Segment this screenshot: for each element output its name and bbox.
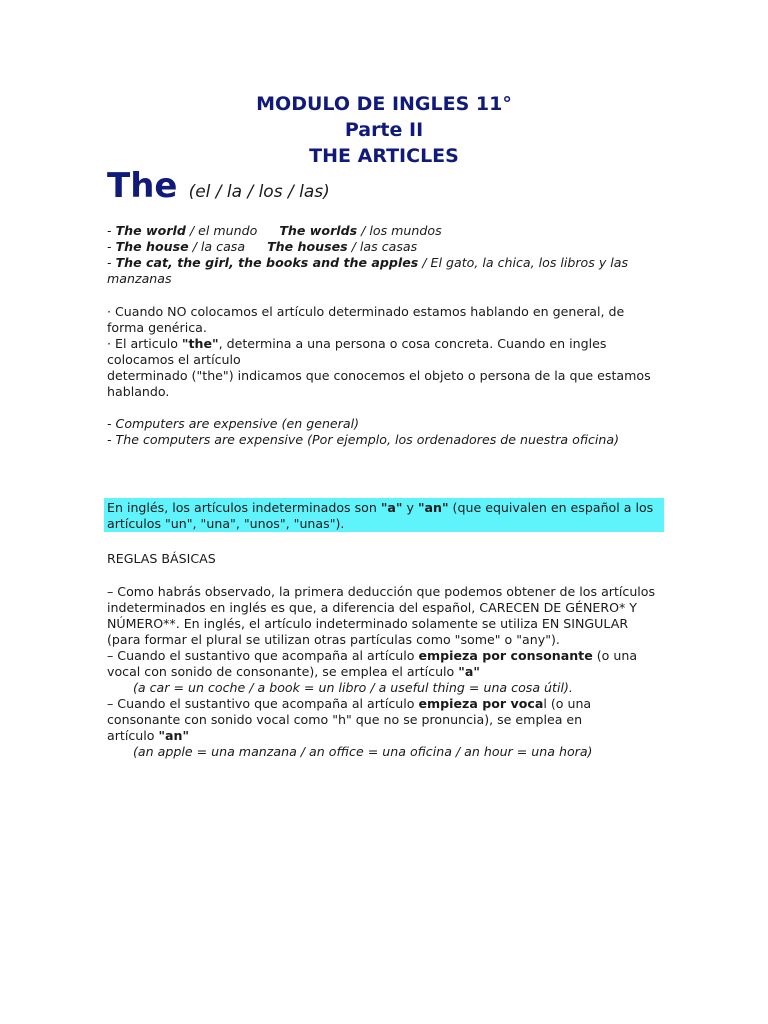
rules-line: – Cuando el sustantivo que acompaña al artículo empieza por consonante (o una — [107, 648, 638, 663]
articles-title: THE ARTICLES — [309, 145, 459, 167]
example-es: / la casa — [188, 239, 246, 254]
rules-line: consonante con sonido vocal como "h" que no se pronuncia), se emplea en — [107, 712, 583, 727]
para-line: hablando. — [107, 384, 170, 399]
part-title: Parte II — [344, 119, 424, 141]
example-en: The world — [115, 223, 186, 238]
rules-line: – Como habrás observado, la primera deducción que podemos obtener de los artículos — [107, 584, 656, 599]
example-en: The cat, the girl, the books and the apples — [115, 255, 419, 270]
para-line: colocamos el artículo — [107, 352, 241, 367]
example-es: / El gato, la chica, los libros y las — [418, 255, 629, 270]
rules-heading: REGLAS BÁSICAS — [107, 551, 216, 566]
rules-line: (para formar el plural se utilizan otras partículas como "some" o "any"). — [107, 632, 560, 647]
para-line: determinado ("the") indicamos que conocemos el objeto o persona de la que estamos — [107, 368, 651, 383]
example-en: The house — [115, 239, 189, 254]
the-heading — [107, 166, 330, 206]
highlight-line: En inglés, los artículos indeterminados son "a" y "an" (que equivalen en español a los — [107, 500, 654, 515]
example-es-plural: / los mundos — [357, 223, 442, 238]
example-continuation: manzanas — [107, 271, 172, 286]
example-line: - The house / la casa The houses / las casas — [107, 239, 418, 254]
rules-line: vocal con sonido de consonante), se emplea el artículo "a" — [107, 664, 480, 679]
highlight-line: artículos "un", "una", "unos", "unas"). — [107, 516, 345, 531]
the-translation: (el / la / los / las) — [188, 182, 330, 202]
rules-line: artículo "an" — [107, 728, 190, 743]
example-line: - The world / el mundo The worlds / los mundos — [107, 223, 442, 238]
module-title: MODULO DE INGLES 11° — [256, 93, 512, 115]
example-es: / el mundo — [185, 223, 258, 238]
rules-line: NÚMERO**. En inglés, el artículo indeterminado solamente se utiliza EN SINGULAR — [107, 616, 629, 631]
computers-example: - Computers are expensive (en general) — [107, 416, 359, 431]
example-es-plural: / las casas — [347, 239, 418, 254]
rules-example: (a car = un coche / a book = un libro / a useful thing = una cosa útil). — [133, 680, 573, 695]
example-line: - The cat, the girl, the books and the apples / El gato, la chica, los libros y las — [107, 255, 629, 270]
example-en-plural: The houses — [267, 239, 348, 254]
the-word: The — [107, 166, 178, 206]
para-line: forma genérica. — [107, 320, 207, 335]
para-line: · Cuando NO colocamos el artículo determinado estamos hablando en general, de — [107, 304, 625, 319]
rules-line: – Cuando el sustantivo que acompaña al artículo empieza por vocal (o una — [107, 696, 592, 711]
example-en-plural: The worlds — [279, 223, 358, 238]
computers-example: - The computers are expensive (Por ejemplo, los ordenadores de nuestra oficina) — [107, 432, 619, 447]
rules-example: (an apple = una manzana / an office = una oficina / an hour = una hora) — [133, 744, 593, 759]
para-line: · El articulo "the", determina a una persona o cosa concreta. Cuando en ingles — [107, 336, 607, 351]
rules-line: indeterminados en inglés es que, a diferencia del español, CARECEN DE GÉNERO* Y — [107, 600, 637, 615]
